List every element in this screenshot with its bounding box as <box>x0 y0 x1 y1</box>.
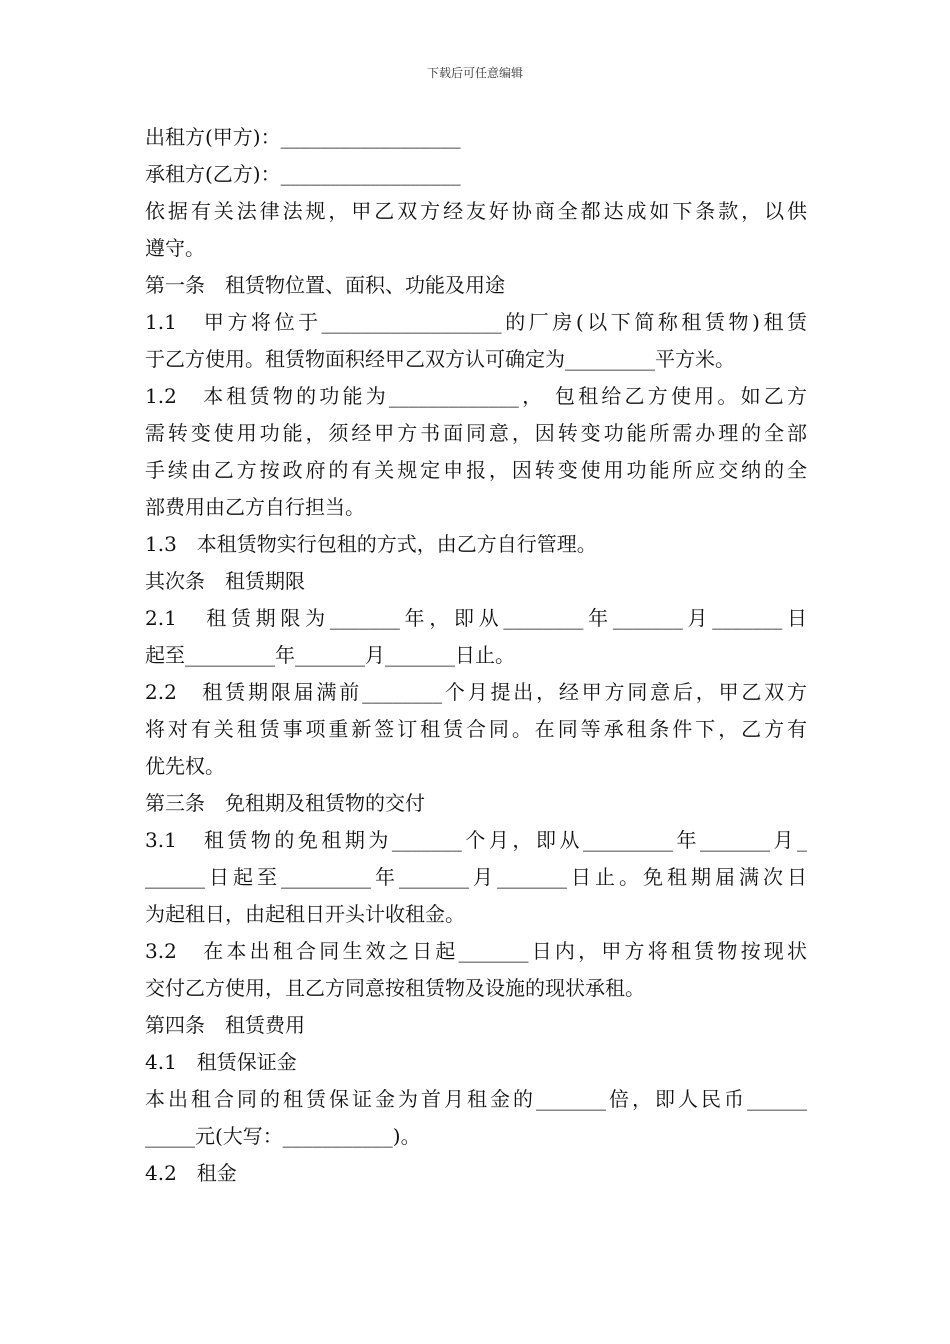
preamble-line: 依据有关法律法规，甲乙双方经友好协商全都达成如下条款，以供 <box>145 199 807 223</box>
lessee-line: 承租方(乙方)：__________________ <box>145 162 461 186</box>
clause-line: 1.1 甲方将位于__________________的厂房(以下简称租赁物)租赁 <box>145 310 807 334</box>
article-heading: 其次条 租赁期限 <box>145 569 305 593</box>
clause-line: 3.2 在本出租合同生效之日起_______日内，甲方将租赁物按现状 <box>145 939 807 963</box>
clause-line: 1.2 本租赁物的功能为_____________， 包租给乙方使用。如乙方 <box>145 384 807 408</box>
clause-line: 手续由乙方按政府的有关规定申报，因转变使用功能所应交纳的全 <box>145 458 807 482</box>
clause-line: 优先权。 <box>145 754 225 778</box>
page-header-note: 下载后可任意编辑 <box>426 66 523 80</box>
clause-line: 将对有关租赁事项重新签订租赁合同。在同等承租条件下，乙方有 <box>145 717 807 741</box>
clause-line: 1.3 本租赁物实行包租的方式，由乙方自行管理。 <box>145 532 597 556</box>
clause-line: 2.2 租赁期限届满前________个月提出，经甲方同意后，甲乙双方 <box>145 680 807 704</box>
article-heading: 第三条 免租期及租赁物的交付 <box>145 791 425 815</box>
clause-line: ______日起至_________年_______月_______日止。免租期届满次日 <box>145 865 807 889</box>
clause-line: 需转变使用功能，须经甲方书面同意，因转变功能所需办理的全部 <box>145 421 807 445</box>
clause-line: 交付乙方使用，且乙方同意按租赁物及设施的现状承租。 <box>145 976 645 1000</box>
article-heading: 第一条 租赁物位置、面积、功能及用途 <box>145 273 505 297</box>
clause-line: 3.1 租赁物的免租期为_______个月，即从_________年_______月_ <box>145 828 807 852</box>
clause-line: 为起租日，由起租日开头计收租金。 <box>145 902 465 926</box>
preamble-line: 遵守。 <box>145 236 205 260</box>
clause-line: 本出租合同的租赁保证金为首月租金的_______倍，即人民币______ <box>145 1087 807 1111</box>
clause-line: 起至_________年_______月_______日止。 <box>145 643 515 667</box>
lessor-line: 出租方(甲方)：__________________ <box>145 125 461 149</box>
clause-line: 2.1 租赁期限为_______年，即从________年_______月_______日 <box>145 606 807 630</box>
clause-line: 于乙方使用。租赁物面积经甲乙双方认可确定为_________平方米。 <box>145 347 735 371</box>
article-heading: 第四条 租赁费用 <box>145 1013 305 1037</box>
clause-line: 4.1 租赁保证金 <box>145 1050 297 1074</box>
clause-line: _____元(大写：___________)。 <box>145 1124 421 1148</box>
clause-line: 部费用由乙方自行担当。 <box>145 495 365 519</box>
contract-body <box>145 119 807 1192</box>
clause-line: 4.2 租金 <box>145 1161 237 1185</box>
